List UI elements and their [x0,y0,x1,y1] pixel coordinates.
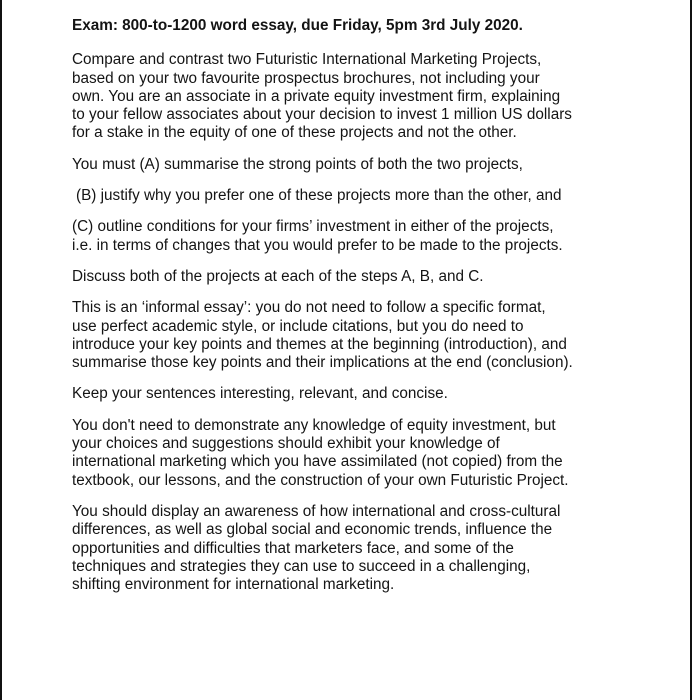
paragraph-concise-sentences [72,385,632,403]
text-line: use perfect academic style, or include citations, but you do need to [72,317,524,335]
paragraph-awareness [72,503,632,594]
text-line: (B) justify why you prefer one of these projects more than the other, and [76,187,562,205]
paragraph-compare-contrast [72,51,632,142]
text-line: You should display an awareness of how international and cross-cultural [72,502,561,520]
text-line: This is an ‘informal essay’: you do not need to follow a specific format, [72,299,546,317]
paragraph-knowledge [72,417,632,490]
text-line: international marketing which you have assimilated (not copied) from the [72,453,563,471]
text-line: differences, as well as global social and economic trends, influence the [72,521,553,539]
text-line: own. You are an associate in a private equity investment firm, explaining [72,87,561,105]
text-line: introduce your key points and themes at the beginning (introduction), and [72,335,567,353]
exam-title: Exam: 800-to-1200 word essay, due Friday, 5pm 3rd July 2020. [72,17,523,34]
paragraph-informal-essay [72,299,632,372]
text-line: opportunities and difficulties that marketers face, and some of the [72,539,514,557]
text-line: Keep your sentences interesting, relevant, and concise. [72,385,448,403]
text-line: shifting environment for international marketing. [72,576,395,594]
paragraph-discuss-steps [72,268,632,286]
text-line: (C) outline conditions for your firms’ investment in either of the projects, [72,218,554,236]
text-line: You don't need to demonstrate any knowledge of equity investment, but [72,416,556,434]
paragraph-step-c [72,218,632,255]
text-line: You must (A) summarise the strong points of both the two projects, [72,155,523,173]
text-line: textbook, our lessons, and the construction of your own Futuristic Project. [72,471,569,489]
text-line: based on your two favourite prospectus brochures, not including your [72,69,540,87]
text-line: to your fellow associates about your decision to invest 1 million US dollars [72,106,572,124]
text-line: i.e. in terms of changes that you would prefer to be made to the projects. [72,236,563,254]
paragraph-step-b [72,187,632,205]
text-line: Discuss both of the projects at each of the steps A, B, and C. [72,267,484,285]
paragraph-step-a [72,156,632,174]
text-line: summarise those key points and their implications at the end (conclusion). [72,354,573,372]
text-line: your choices and suggestions should exhibit your knowledge of [72,435,500,453]
essay-instructions [72,17,632,594]
text-line: Compare and contrast two Futuristic International Marketing Projects, [72,51,542,69]
text-line: techniques and strategies they can use to succeed in a challenging, [72,557,531,575]
text-line: for a stake in the equity of one of these projects and not the other. [72,124,517,142]
